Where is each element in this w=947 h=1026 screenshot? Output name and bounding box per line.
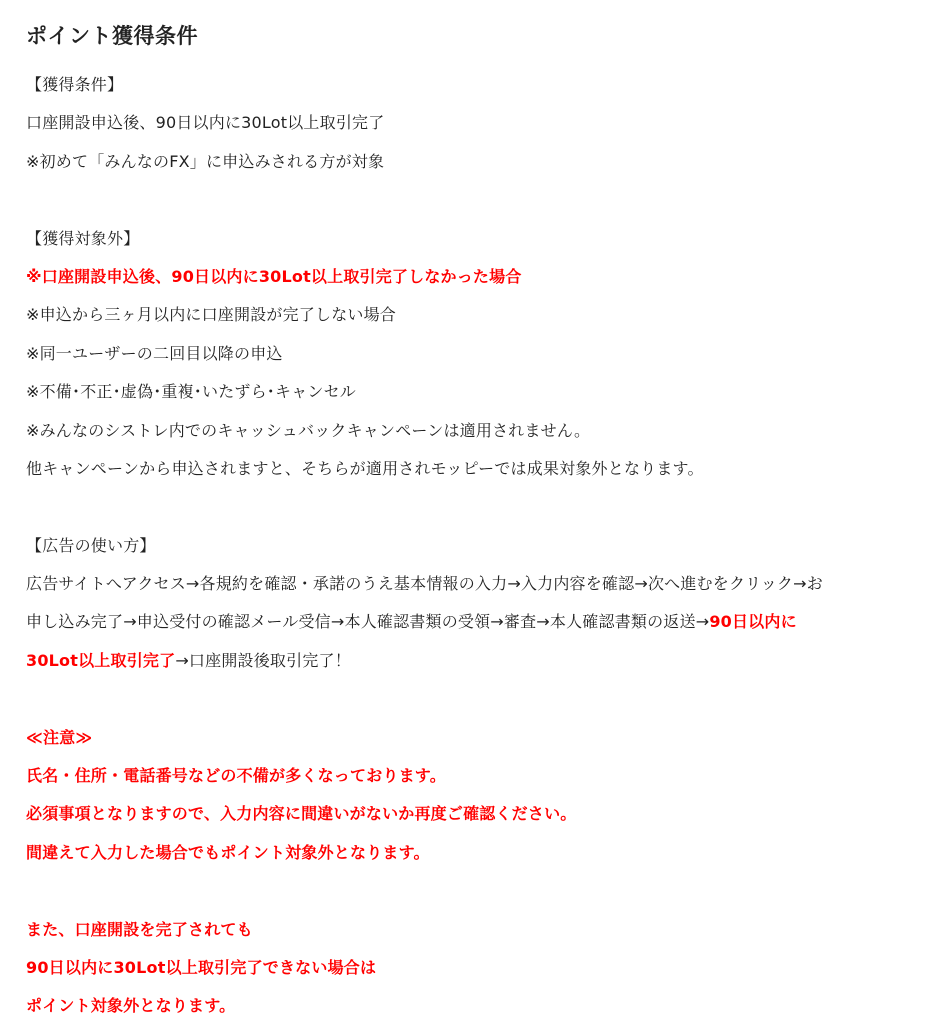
exclusions-heading: 【獲得対象外】 [26, 228, 140, 248]
page-title: ポイント獲得条件 [26, 24, 198, 48]
exclusions-red-line: ※口座開設申込後、90日以内に30Lot以上取引完了しなかった場合 [26, 266, 522, 286]
spacer [26, 488, 947, 526]
usage-line-1: 広告サイトへアクセス→各規約を確認・承諾のうえ基本情報の入力→入力内容を確認→次へ進むをクリック→お [26, 574, 823, 594]
spacer [26, 181, 947, 219]
conditions-heading: 【獲得条件】 [26, 75, 124, 94]
conditions-line-2: ※初めて「みんなのFX」に申込みされる方が対象 [26, 151, 385, 171]
notice-heading: ≪注意≫ [26, 727, 93, 747]
usage-line-2 [26, 603, 947, 641]
usage-line-3 [26, 642, 947, 680]
usage-section [26, 527, 947, 681]
usage-line-3-highlight: 30Lot以上取引完了 [26, 650, 176, 670]
spacer [26, 872, 947, 910]
conditions-section [26, 66, 947, 181]
exclusions-line: ※申込から三ヶ月以内に口座開設が完了しない場合 [26, 305, 397, 325]
notice-line: 氏名・住所・電話番号などの不備が多くなっております。 [26, 766, 446, 786]
notice-line: また、口座開設を完了されても [26, 919, 253, 939]
conditions-line-1: 口座開設申込後、90日以内に30Lot以上取引完了 [26, 113, 385, 133]
notice-line: 必須事項となりますので、入力内容に間違いがないか再度ご確認ください。 [26, 804, 577, 824]
exclusions-line: ※不備･不正･虚偽･重複･いたずら･キャンセル [26, 382, 357, 402]
notice-line: ポイント対象外となります。 [26, 996, 236, 1016]
exclusions-line: ※同一ユーザーの二回目以降の申込 [26, 343, 283, 363]
exclusions-section [26, 220, 947, 489]
notice-line: 間違えて入力した場合でもポイント対象外となります。 [26, 842, 430, 862]
notice-line: 90日以内に30Lot以上取引完了できない場合は [26, 957, 377, 977]
exclusions-line: ※みんなのシストレ内でのキャッシュバックキャンペーンは適用されません。 [26, 420, 591, 440]
usage-line-2-text: 申し込み完了→申込受付の確認メール受信→本人確認書類の受領→審査→本人確認書類の返送→ [26, 612, 710, 632]
usage-heading: 【広告の使い方】 [26, 535, 156, 555]
usage-line-3-text: →口座開設後取引完了！ [175, 650, 351, 670]
notice-section [26, 719, 947, 1026]
usage-line-2-highlight: 90日以内に [709, 612, 797, 632]
exclusions-line: 他キャンペーンから申込されますと、そちらが適用されモッピーでは成果対象外となります。 [26, 458, 704, 478]
spacer [26, 680, 947, 718]
